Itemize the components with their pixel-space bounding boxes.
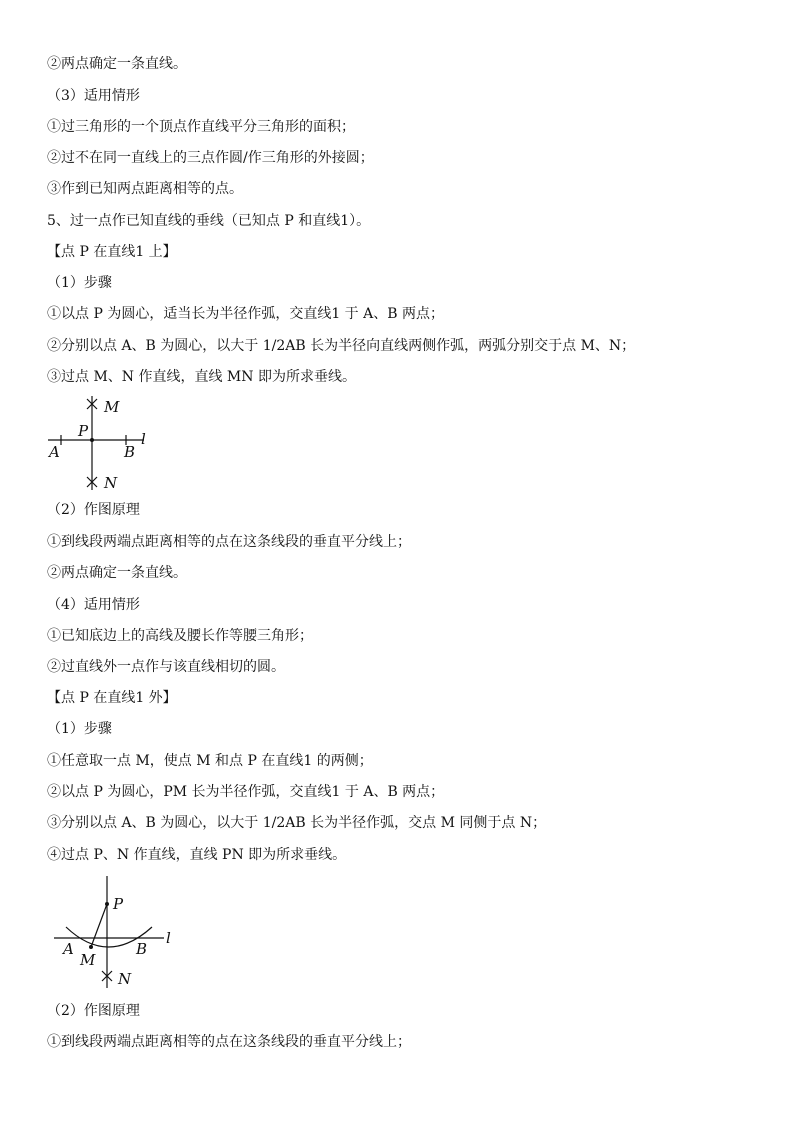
point-m — [89, 945, 93, 949]
case-heading: 【点 P 在直线1 上】 — [47, 244, 177, 260]
label-l: l — [141, 430, 146, 448]
section-heading: （2）作图原理 — [47, 1003, 140, 1019]
text-line: ③过点 M、N 作直线，直线 MN 即为所求垂线。 — [47, 369, 356, 385]
label-p: P — [78, 422, 89, 440]
section-heading: （3）适用情形 — [47, 88, 140, 104]
figure-point-on-line — [44, 394, 164, 494]
item-heading: 5、过一点作已知直线的垂线（已知点 P 和直线1）。 — [47, 213, 371, 229]
text-line: ①到线段两端点距离相等的点在这条线段的垂直平分线上； — [47, 534, 411, 550]
text-line: ①到线段两端点距离相等的点在这条线段的垂直平分线上； — [47, 1034, 411, 1050]
segment-pm — [91, 904, 107, 947]
text-line: ③作到已知两点距离相等的点。 — [47, 181, 243, 197]
label-a: A — [49, 443, 60, 461]
section-heading: （1）步骤 — [47, 275, 112, 291]
figure-point-on-line-svg — [44, 394, 164, 494]
label-b: B — [124, 443, 136, 461]
section-heading: （1）步骤 — [47, 721, 112, 737]
text-line: ②两点确定一条直线。 — [47, 56, 187, 72]
label-b: B — [136, 940, 148, 958]
text-line: ②过不在同一直线上的三点作圆/作三角形的外接圆； — [47, 150, 374, 166]
point-p — [105, 902, 109, 906]
label-n: N — [118, 970, 132, 988]
label-a: A — [63, 940, 74, 958]
section-heading: （4）适用情形 — [47, 597, 140, 613]
text-line: ①任意取一点 M，使点 M 和点 P 在直线1 的两侧； — [47, 753, 373, 769]
text-line: ①已知底边上的高线及腰长作等腰三角形； — [47, 628, 313, 644]
text-line: ③分别以点 A、B 为圆心，以大于 1/2AB 长为半径作弧，交点 M 同侧于点 N； — [47, 815, 547, 831]
text-line: ①以点 P 为圆心，适当长为半径作弧，交直线1 于 A、B 两点； — [47, 306, 444, 322]
label-m: M — [80, 951, 96, 969]
section-heading: （2）作图原理 — [47, 502, 140, 518]
text-line: ①过三角形的一个顶点作直线平分三角形的面积； — [47, 119, 355, 135]
point-p — [90, 438, 94, 442]
text-line: ②两点确定一条直线。 — [47, 565, 187, 581]
text-line: ②过直线外一点作与该直线相切的圆。 — [47, 659, 285, 675]
case-heading: 【点 P 在直线1 外】 — [47, 690, 177, 706]
label-p: P — [113, 895, 124, 913]
text-line: ②以点 P 为圆心，PM 长为半径作弧，交直线1 于 A、B 两点； — [47, 784, 445, 800]
text-line: ④过点 P、N 作直线，直线 PN 即为所求垂线。 — [47, 847, 347, 863]
figure-point-off-line — [48, 872, 188, 994]
label-n: N — [104, 474, 118, 492]
label-l: l — [166, 929, 171, 947]
figure-point-off-line-svg — [48, 872, 188, 994]
text-line: ②分别以点 A、B 为圆心，以大于 1/2AB 长为半径向直线两侧作弧，两弧分别交于点 M、N； — [47, 338, 636, 354]
label-m: M — [104, 398, 120, 416]
